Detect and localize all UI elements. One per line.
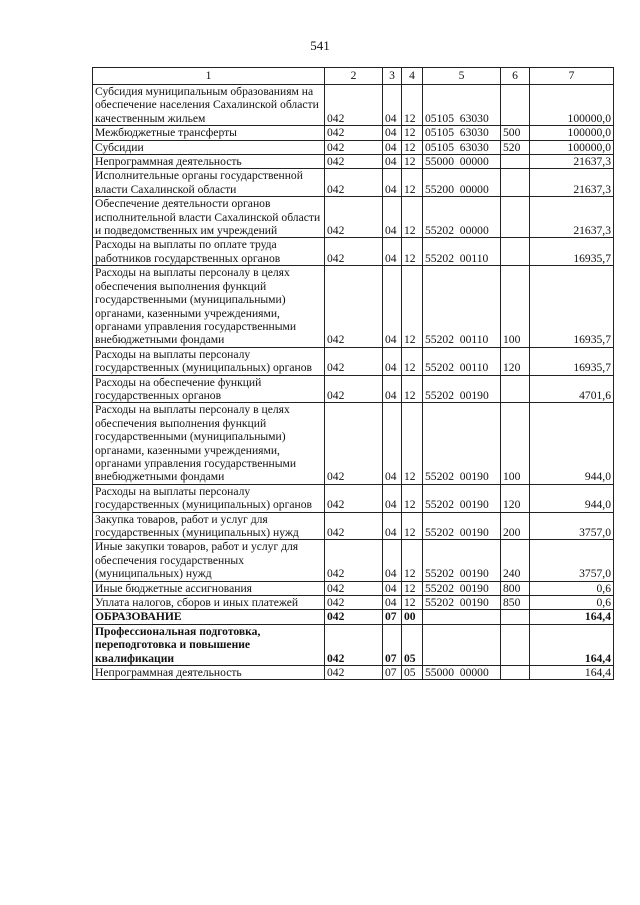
row-grbs-cell: 042	[325, 126, 383, 140]
row-section-cell: 04	[383, 126, 402, 140]
row-name-cell: Иные бюджетные ассигнования	[93, 581, 325, 595]
row-expense-type-cell	[501, 238, 530, 266]
table-row	[93, 347, 614, 375]
row-target-article-cell: 55200 00000	[423, 169, 501, 197]
row-amount-cell: 0,6	[530, 581, 614, 595]
row-name-cell: Расходы на выплаты персоналу в целях обеспечения выполнения функций государственными (муниципальными) органами, казенными учреждениями, органами управления государственными внебюджетными фондами	[93, 266, 325, 347]
row-grbs-cell: 042	[325, 266, 383, 347]
row-subsection-cell: 12	[402, 140, 423, 154]
row-target-article-cell: 55000 00000	[423, 155, 501, 169]
row-grbs-cell: 042	[325, 512, 383, 540]
row-name-cell: Межбюджетные трансферты	[93, 126, 325, 140]
table-row	[93, 581, 614, 595]
table-row	[93, 540, 614, 581]
col-header-expense-type: 6	[501, 68, 530, 85]
row-target-article-cell: 55202 00110	[423, 266, 501, 347]
row-subsection-cell: 12	[402, 540, 423, 581]
row-expense-type-cell	[501, 610, 530, 624]
row-amount-cell: 3757,0	[530, 512, 614, 540]
table-row	[93, 610, 614, 624]
row-expense-type-cell	[501, 624, 530, 665]
row-target-article-cell: 05105 63030	[423, 126, 501, 140]
row-grbs-cell: 042	[325, 238, 383, 266]
row-name-cell: Уплата налогов, сборов и иных платежей	[93, 596, 325, 610]
row-subsection-cell: 12	[402, 197, 423, 238]
row-name-cell: Закупка товаров, работ и услуг для государственных (муниципальных) нужд	[93, 512, 325, 540]
row-amount-cell: 21637,3	[530, 197, 614, 238]
table-row	[93, 266, 614, 347]
row-section-cell: 04	[383, 484, 402, 512]
budget-table	[92, 67, 614, 680]
row-subsection-cell: 12	[402, 403, 423, 484]
row-expense-type-cell: 240	[501, 540, 530, 581]
row-section-cell: 04	[383, 347, 402, 375]
row-section-cell: 04	[383, 197, 402, 238]
row-target-article-cell: 05105 63030	[423, 140, 501, 154]
row-section-cell: 04	[383, 403, 402, 484]
row-grbs-cell: 042	[325, 169, 383, 197]
row-grbs-cell: 042	[325, 403, 383, 484]
table-row	[93, 155, 614, 169]
row-grbs-cell: 042	[325, 581, 383, 595]
header-row	[93, 68, 614, 85]
row-grbs-cell: 042	[325, 347, 383, 375]
row-subsection-cell: 12	[402, 238, 423, 266]
row-name-cell: Расходы на выплаты персоналу в целях обеспечения выполнения функций государственными (муниципальными) органами, казенными учреждениями, органами управления государственными внебюджетными фондами	[93, 403, 325, 484]
row-amount-cell: 3757,0	[530, 540, 614, 581]
row-amount-cell: 21637,3	[530, 169, 614, 197]
row-target-article-cell: 55202 00190	[423, 596, 501, 610]
row-section-cell: 07	[383, 610, 402, 624]
row-name-cell: Расходы на выплаты по оплате труда работников государственных органов	[93, 238, 325, 266]
row-target-article-cell: 55202 00110	[423, 238, 501, 266]
row-subsection-cell: 12	[402, 126, 423, 140]
row-expense-type-cell	[501, 85, 530, 126]
row-amount-cell: 100000,0	[530, 140, 614, 154]
table-row	[93, 197, 614, 238]
row-target-article-cell: 55202 00110	[423, 347, 501, 375]
row-amount-cell: 16935,7	[530, 266, 614, 347]
row-grbs-cell: 042	[325, 85, 383, 126]
table-row	[93, 403, 614, 484]
table-row	[93, 624, 614, 665]
row-grbs-cell: 042	[325, 197, 383, 238]
col-header-name: 1	[93, 68, 325, 85]
row-subsection-cell: 12	[402, 581, 423, 595]
row-target-article-cell: 55202 00190	[423, 403, 501, 484]
row-subsection-cell: 12	[402, 347, 423, 375]
col-header-subsection: 4	[402, 68, 423, 85]
row-expense-type-cell: 200	[501, 512, 530, 540]
row-name-cell: Расходы на выплаты персоналу государственных (муниципальных) органов	[93, 484, 325, 512]
row-grbs-cell: 042	[325, 610, 383, 624]
row-grbs-cell: 042	[325, 666, 383, 680]
row-amount-cell: 164,4	[530, 610, 614, 624]
table-row	[93, 484, 614, 512]
row-target-article-cell: 55202 00000	[423, 197, 501, 238]
row-name-cell: Обеспечение деятельности органов исполнительной власти Сахалинской области и подведомственных им учреждений	[93, 197, 325, 238]
row-target-article-cell: 55202 00190	[423, 540, 501, 581]
row-amount-cell: 100000,0	[530, 126, 614, 140]
row-expense-type-cell: 100	[501, 266, 530, 347]
row-expense-type-cell	[501, 375, 530, 403]
row-subsection-cell: 12	[402, 155, 423, 169]
row-amount-cell: 16935,7	[530, 347, 614, 375]
row-section-cell: 04	[383, 266, 402, 347]
row-target-article-cell: 55202 00190	[423, 512, 501, 540]
row-name-cell: Непрограммная деятельность	[93, 155, 325, 169]
row-target-article-cell	[423, 624, 501, 665]
row-name-cell: Субсидии	[93, 140, 325, 154]
row-subsection-cell: 12	[402, 484, 423, 512]
row-expense-type-cell	[501, 169, 530, 197]
row-section-cell: 04	[383, 85, 402, 126]
row-amount-cell: 164,4	[530, 624, 614, 665]
row-name-cell: Субсидия муниципальным образованиям на обеспечение населения Сахалинской области качественным жильем	[93, 85, 325, 126]
row-target-article-cell: 55000 00000	[423, 666, 501, 680]
row-target-article-cell: 05105 63030	[423, 85, 501, 126]
row-expense-type-cell	[501, 197, 530, 238]
table-row	[93, 238, 614, 266]
table-row	[93, 375, 614, 403]
row-grbs-cell: 042	[325, 155, 383, 169]
row-section-cell: 07	[383, 666, 402, 680]
row-grbs-cell: 042	[325, 484, 383, 512]
table-row	[93, 512, 614, 540]
table-row	[93, 126, 614, 140]
row-name-cell: Иные закупки товаров, работ и услуг для обеспечения государственных (муниципальных) нужд	[93, 540, 325, 581]
row-name-cell: Профессиональная подготовка, переподготовка и повышение квалификации	[93, 624, 325, 665]
row-expense-type-cell	[501, 155, 530, 169]
row-expense-type-cell: 850	[501, 596, 530, 610]
row-section-cell: 04	[383, 512, 402, 540]
row-section-cell: 04	[383, 540, 402, 581]
row-name-cell: Непрограммная деятельность	[93, 666, 325, 680]
col-header-target-article: 5	[423, 68, 501, 85]
row-expense-type-cell: 100	[501, 403, 530, 484]
row-expense-type-cell: 120	[501, 484, 530, 512]
row-grbs-cell: 042	[325, 596, 383, 610]
row-expense-type-cell: 120	[501, 347, 530, 375]
row-subsection-cell: 00	[402, 610, 423, 624]
row-section-cell: 04	[383, 375, 402, 403]
row-expense-type-cell: 500	[501, 126, 530, 140]
row-target-article-cell	[423, 610, 501, 624]
table-row	[93, 666, 614, 680]
row-section-cell: 04	[383, 238, 402, 266]
row-section-cell: 04	[383, 140, 402, 154]
table-row	[93, 596, 614, 610]
row-target-article-cell: 55202 00190	[423, 484, 501, 512]
row-expense-type-cell: 520	[501, 140, 530, 154]
row-subsection-cell: 12	[402, 169, 423, 197]
row-grbs-cell: 042	[325, 624, 383, 665]
row-section-cell: 04	[383, 596, 402, 610]
col-header-grbs: 2	[325, 68, 383, 85]
row-subsection-cell: 12	[402, 596, 423, 610]
row-section-cell: 07	[383, 624, 402, 665]
row-section-cell: 04	[383, 169, 402, 197]
row-amount-cell: 944,0	[530, 484, 614, 512]
row-amount-cell: 0,6	[530, 596, 614, 610]
row-target-article-cell: 55202 00190	[423, 581, 501, 595]
row-expense-type-cell: 800	[501, 581, 530, 595]
row-subsection-cell: 12	[402, 85, 423, 126]
row-subsection-cell: 12	[402, 512, 423, 540]
row-subsection-cell: 12	[402, 375, 423, 403]
row-amount-cell: 16935,7	[530, 238, 614, 266]
row-name-cell: Исполнительные органы государственной власти Сахалинской области	[93, 169, 325, 197]
row-amount-cell: 100000,0	[530, 85, 614, 126]
col-header-amount: 7	[530, 68, 614, 85]
row-name-cell: Расходы на выплаты персоналу государственных (муниципальных) органов	[93, 347, 325, 375]
row-name-cell: Расходы на обеспечение функций государственных органов	[93, 375, 325, 403]
row-amount-cell: 4701,6	[530, 375, 614, 403]
page-number: 541	[310, 38, 330, 53]
row-grbs-cell: 042	[325, 140, 383, 154]
row-amount-cell: 21637,3	[530, 155, 614, 169]
table-row	[93, 140, 614, 154]
row-amount-cell: 164,4	[530, 666, 614, 680]
row-subsection-cell: 05	[402, 624, 423, 665]
row-target-article-cell: 55202 00190	[423, 375, 501, 403]
table-row	[93, 85, 614, 126]
row-section-cell: 04	[383, 581, 402, 595]
row-section-cell: 04	[383, 155, 402, 169]
row-subsection-cell: 12	[402, 266, 423, 347]
row-amount-cell: 944,0	[530, 403, 614, 484]
col-header-section: 3	[383, 68, 402, 85]
row-expense-type-cell	[501, 666, 530, 680]
row-subsection-cell: 05	[402, 666, 423, 680]
row-name-cell: ОБРАЗОВАНИЕ	[93, 610, 325, 624]
table-row	[93, 169, 614, 197]
row-grbs-cell: 042	[325, 540, 383, 581]
row-grbs-cell: 042	[325, 375, 383, 403]
